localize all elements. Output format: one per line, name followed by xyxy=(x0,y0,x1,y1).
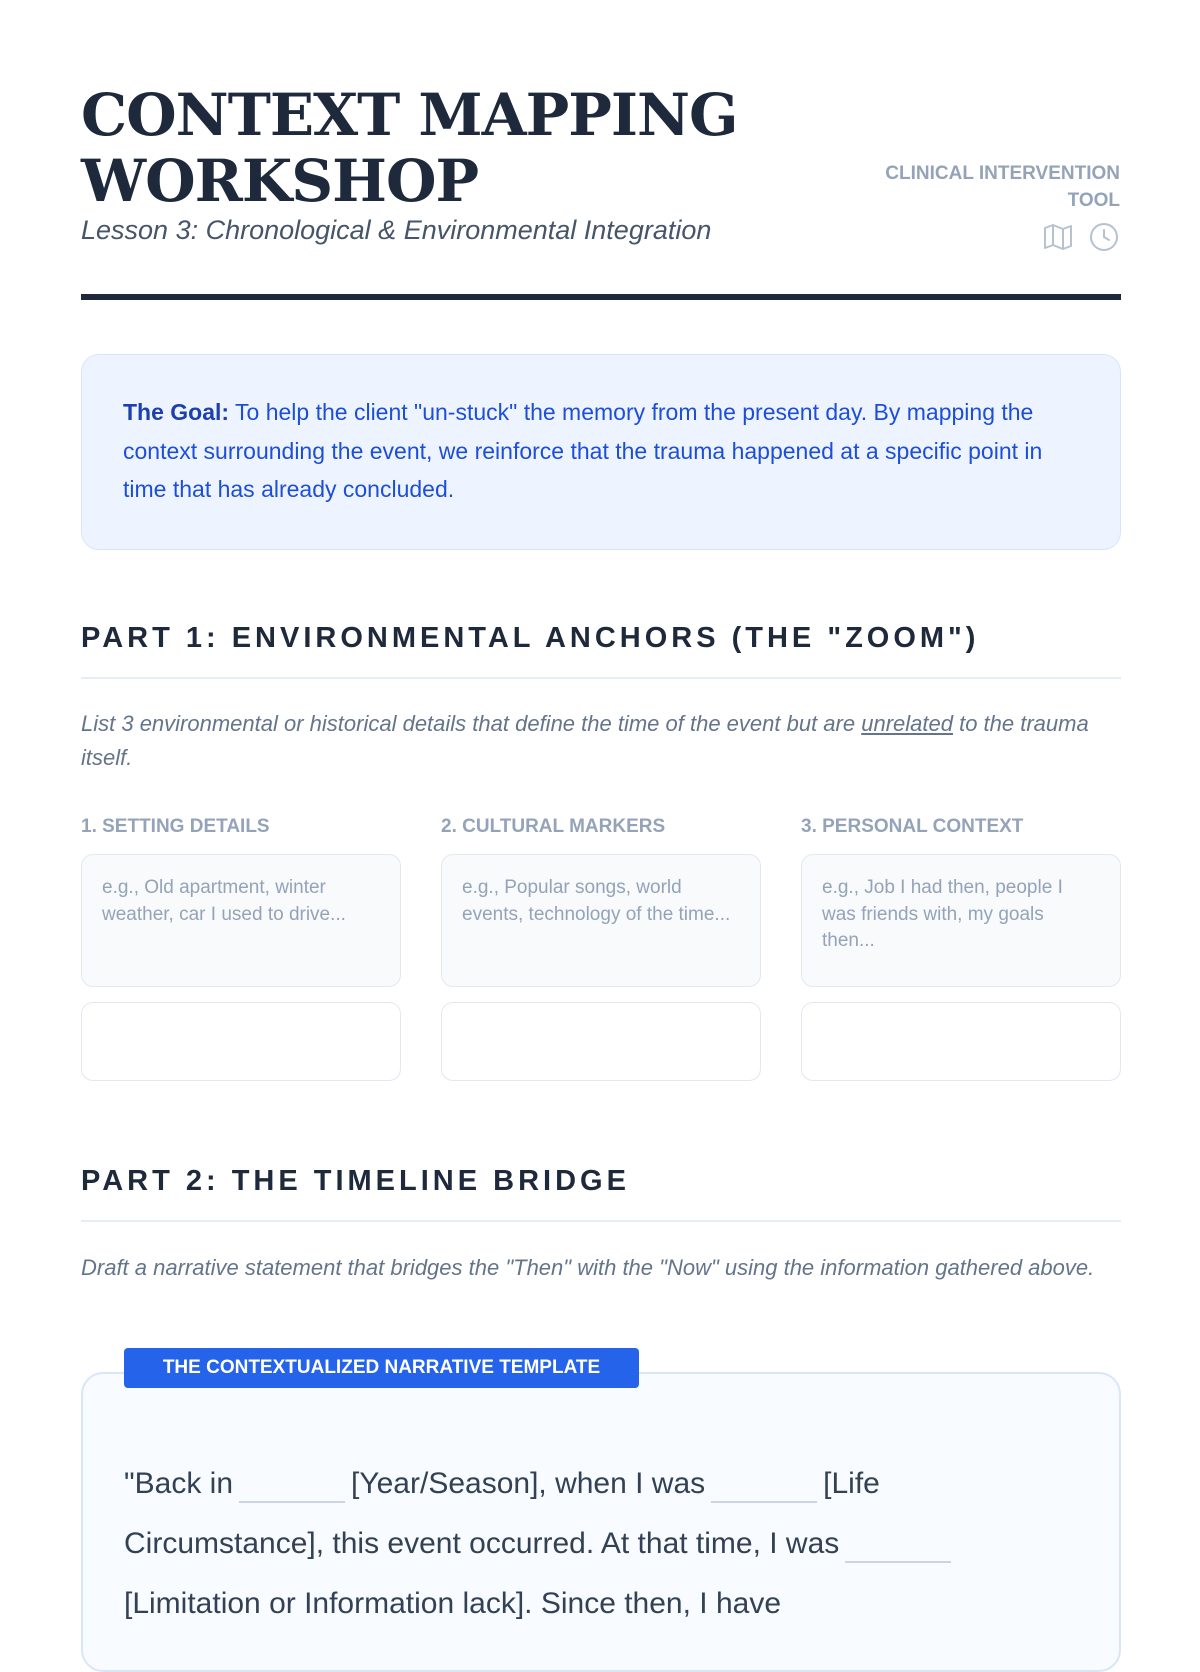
personal-context-example[interactable]: e.g., Job I had then, people I was friends with, my goals then... xyxy=(801,854,1121,987)
page-subtitle: Lesson 3: Chronological & Environmental Integration xyxy=(81,215,712,245)
header-icons xyxy=(1042,221,1120,253)
tool-label: CLINICAL INTERVENTION TOOL xyxy=(885,163,1120,211)
narrative-segment: [Limitation or Information lack]. Since then, I have xyxy=(124,1587,781,1620)
setting-details-example[interactable]: e.g., Old apartment, winter weather, car I used to drive... xyxy=(81,854,401,987)
narrative-segment: "Back in xyxy=(124,1467,234,1500)
column-label: 3. PERSONAL CONTEXT xyxy=(801,816,1024,837)
part2-instructions: Draft a narrative statement that bridges the "Then" with the "Now" using the information gathered above. xyxy=(81,1255,1095,1280)
page-title: CONTEXT MAPPING WORKSHOP xyxy=(81,81,738,215)
part1-instructions-end: to the trauma itself. xyxy=(81,711,1089,770)
narrative-template-title: THE CONTEXTUALIZED NARRATIVE TEMPLATE xyxy=(124,1348,639,1388)
limitation-blank[interactable] xyxy=(845,1529,951,1563)
setting-details-input[interactable] xyxy=(81,1002,401,1081)
goal-callout xyxy=(81,354,1121,550)
goal-text: To help the client "un-stuck" the memory from the present day. By mapping the context surrounding the event, we reinforce that the trauma happened at a specific point in time that has already concluded. xyxy=(123,399,1043,502)
life-circumstance-blank[interactable] xyxy=(711,1469,817,1503)
narrative-segment: [Life Circumstance], this event occurred. At that time, I was xyxy=(124,1467,880,1560)
part1-heading: PART 1: ENVIRONMENTAL ANCHORS (THE "ZOOM") xyxy=(81,622,980,654)
part1-instructions-start: List 3 environmental or historical details that define the time of the event but are xyxy=(81,711,862,736)
narrative-template-text xyxy=(124,1454,1084,1634)
personal-context-input[interactable] xyxy=(801,1002,1121,1081)
goal-label: The Goal: xyxy=(123,399,230,425)
clock-icon xyxy=(1088,221,1120,253)
cultural-markers-example[interactable]: e.g., Popular songs, world events, technology of the time... xyxy=(441,854,761,987)
narrative-segment: [Year/Season], when I was xyxy=(351,1467,706,1500)
anchor-column-personal xyxy=(801,815,1121,1081)
part1-divider xyxy=(81,677,1121,679)
anchor-column-setting xyxy=(81,815,401,1081)
map-icon xyxy=(1042,221,1074,253)
cultural-markers-input[interactable] xyxy=(441,1002,761,1081)
anchor-column-cultural xyxy=(441,815,761,1081)
part1-instructions-emphasis: unrelated xyxy=(861,711,953,736)
part1-instructions xyxy=(81,707,1121,775)
header-divider xyxy=(81,294,1121,300)
column-label: 2. CULTURAL MARKERS xyxy=(441,816,666,837)
year-season-blank[interactable] xyxy=(239,1469,345,1503)
part2-divider xyxy=(81,1220,1121,1222)
column-label: 1. SETTING DETAILS xyxy=(81,816,270,837)
part2-heading: PART 2: THE TIMELINE BRIDGE xyxy=(81,1165,630,1197)
